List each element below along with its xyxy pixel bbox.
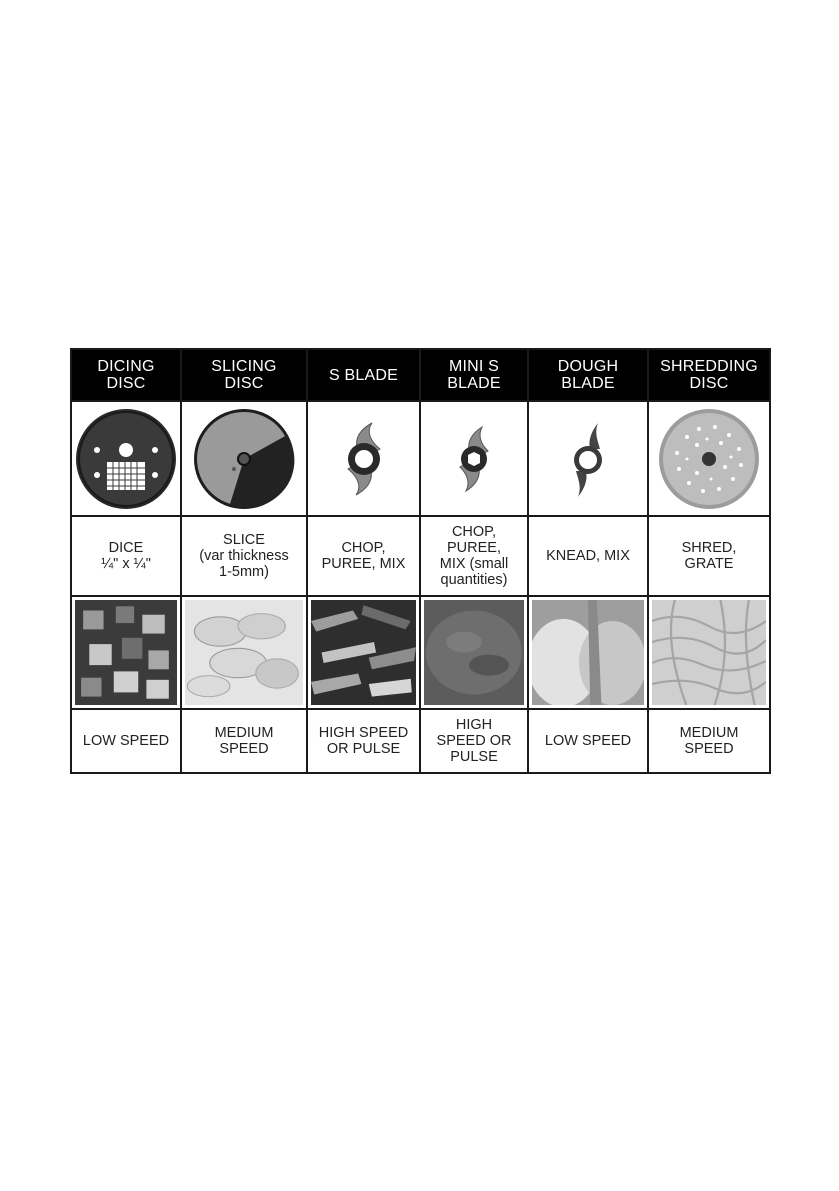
food-photo-row bbox=[71, 596, 770, 709]
food-photo-shredded bbox=[648, 596, 770, 709]
mini-s-blade-cell bbox=[420, 401, 528, 516]
function-s-blade: CHOP, PUREE, MIX bbox=[307, 516, 420, 596]
attachment-image-row bbox=[71, 401, 770, 516]
function-dicing: DICE ¼" x ¼" bbox=[71, 516, 181, 596]
s-blade-icon bbox=[324, 409, 404, 509]
header-slicing-disc: SLICING DISC bbox=[181, 349, 307, 401]
header-s-blade: S BLADE bbox=[307, 349, 420, 401]
speed-mini-s-blade: HIGH SPEED OR PULSE bbox=[420, 709, 528, 773]
speed-row bbox=[71, 709, 770, 773]
dicing-disc-icon bbox=[74, 407, 178, 511]
chopped-vegetables-image bbox=[311, 600, 416, 705]
header-shredding-disc: SHREDDING DISC bbox=[648, 349, 770, 401]
shredding-disc-icon bbox=[657, 407, 761, 511]
shredded-vegetables-image bbox=[652, 600, 766, 705]
s-blade-cell bbox=[307, 401, 420, 516]
diced-vegetables-image bbox=[75, 600, 177, 705]
food-photo-diced bbox=[71, 596, 181, 709]
food-photo-chopped bbox=[307, 596, 420, 709]
speed-shredding: MEDIUM SPEED bbox=[648, 709, 770, 773]
header-mini-s-blade: MINI S BLADE bbox=[420, 349, 528, 401]
shredding-disc-cell bbox=[648, 401, 770, 516]
puree-image bbox=[424, 600, 524, 705]
speed-slicing: MEDIUM SPEED bbox=[181, 709, 307, 773]
slicing-disc-icon bbox=[192, 407, 296, 511]
speed-dicing: LOW SPEED bbox=[71, 709, 181, 773]
speed-dough: LOW SPEED bbox=[528, 709, 648, 773]
header-row bbox=[71, 349, 770, 401]
dough-blade-icon bbox=[548, 409, 628, 509]
header-dicing-disc: DICING DISC bbox=[71, 349, 181, 401]
blade-chart-table bbox=[70, 348, 771, 774]
function-slicing: SLICE (var thickness 1-5mm) bbox=[181, 516, 307, 596]
sliced-potatoes-image bbox=[185, 600, 303, 705]
dough-image bbox=[532, 600, 644, 705]
function-row bbox=[71, 516, 770, 596]
header-dough-blade: DOUGH BLADE bbox=[528, 349, 648, 401]
food-photo-dough bbox=[528, 596, 648, 709]
food-photo-sliced bbox=[181, 596, 307, 709]
function-dough: KNEAD, MIX bbox=[528, 516, 648, 596]
food-photo-puree bbox=[420, 596, 528, 709]
dicing-disc-cell bbox=[71, 401, 181, 516]
function-mini-s-blade: CHOP, PUREE, MIX (small quantities) bbox=[420, 516, 528, 596]
function-shredding: SHRED, GRATE bbox=[648, 516, 770, 596]
dough-blade-cell bbox=[528, 401, 648, 516]
speed-s-blade: HIGH SPEED OR PULSE bbox=[307, 709, 420, 773]
mini-s-blade-icon bbox=[434, 409, 514, 509]
slicing-disc-cell bbox=[181, 401, 307, 516]
